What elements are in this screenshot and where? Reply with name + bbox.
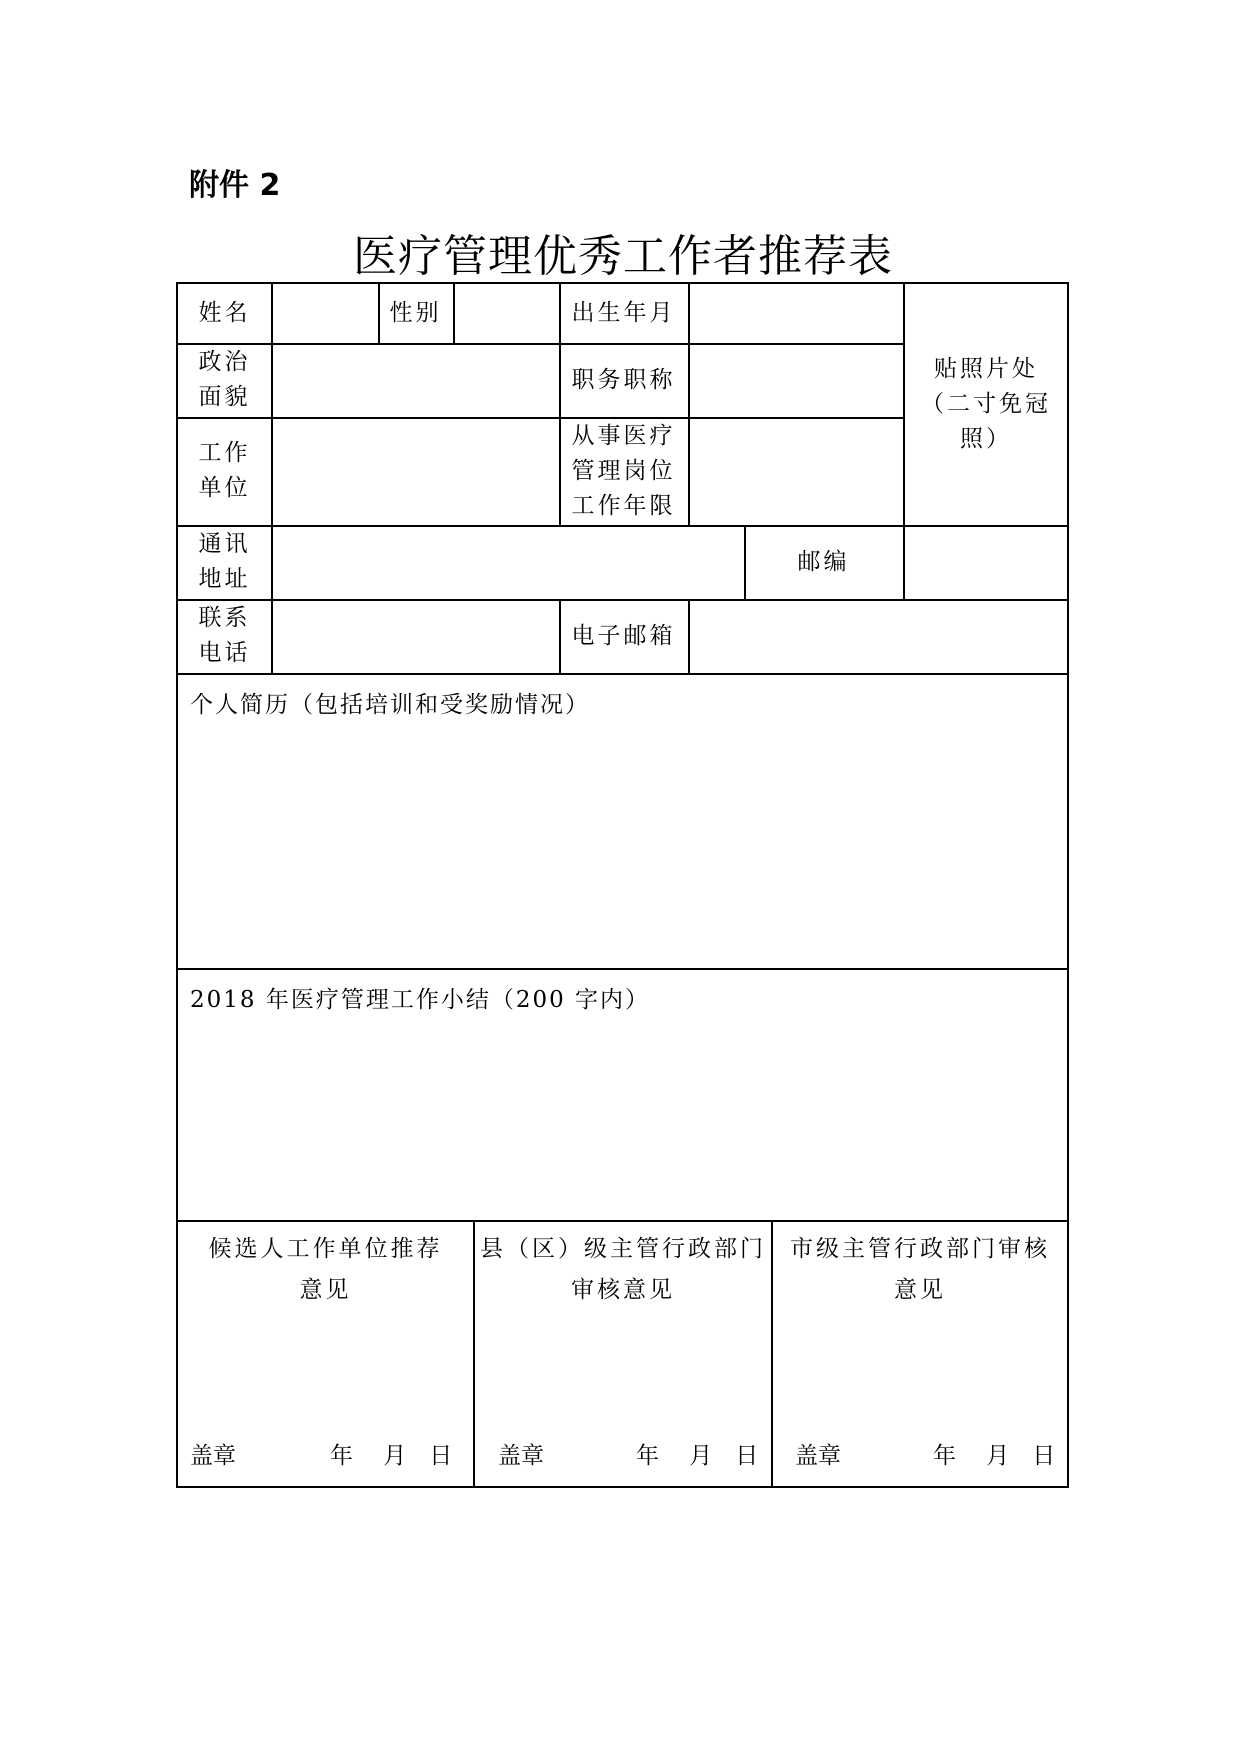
work-unit-label: [178, 417, 271, 525]
address-label-line1: 通讯: [198, 531, 251, 557]
unit-date-label: 年 月 日: [330, 1443, 453, 1469]
county-date-label: 年 月 日: [636, 1443, 759, 1469]
phone-field[interactable]: [273, 601, 558, 672]
address-field[interactable]: [273, 527, 743, 598]
work-unit-label-line1: 工作: [198, 440, 251, 466]
photo-label-line1: 贴照片处: [934, 356, 1038, 382]
address-label-line2: 地址: [198, 566, 251, 592]
city-opinion-line2: 意见: [894, 1277, 946, 1303]
name-field[interactable]: [273, 286, 377, 342]
postcode-label: 邮编: [797, 548, 850, 575]
city-date-label: 年 月 日: [933, 1443, 1056, 1469]
county-opinion-line1: 县（区）级主管行政部门: [480, 1236, 766, 1262]
photo-area[interactable]: [905, 284, 1067, 525]
form-title: 医疗管理优秀工作者推荐表: [353, 231, 893, 282]
phone-label-line2: 电话: [198, 640, 251, 666]
county-opinion-header: [475, 1232, 771, 1322]
email-field[interactable]: [690, 601, 1067, 672]
gender-field[interactable]: [455, 286, 558, 342]
photo-label-line3: 照）: [960, 426, 1012, 452]
city-stamp-label: 盖章: [795, 1443, 841, 1469]
city-opinion-header: [773, 1232, 1067, 1322]
unit-opinion-line1: 候选人工作单位推荐: [208, 1236, 443, 1262]
politics-label-line1: 政治: [198, 349, 251, 375]
years-label-line2: 管理岗位: [571, 457, 676, 484]
recommendation-form: [176, 282, 1069, 1488]
unit-stamp-label: 盖章: [190, 1443, 236, 1469]
county-stamp-label: 盖章: [498, 1443, 544, 1469]
years-label: [559, 417, 688, 525]
unit-opinion-line2: 意见: [299, 1277, 352, 1303]
county-opinion-line2: 审核意见: [571, 1277, 675, 1303]
gender-label: 性别: [389, 300, 442, 326]
address-label: [178, 525, 271, 599]
politics-label-line2: 面貌: [198, 384, 251, 410]
grid-line: [178, 673, 1067, 675]
years-field[interactable]: [690, 419, 902, 524]
phone-label-line1: 联系: [198, 605, 251, 631]
resume-section-label: 个人简历（包括培训和受奖励情况）: [190, 692, 590, 718]
county-opinion-field[interactable]: [477, 1324, 769, 1414]
birth-field[interactable]: [690, 286, 902, 342]
years-label-line1: 从事医疗: [571, 422, 676, 449]
name-label: 姓名: [198, 300, 251, 326]
unit-opinion-header: [178, 1232, 473, 1322]
position-label: 职务职称: [571, 366, 676, 393]
phone-label: [178, 599, 271, 673]
attachment-label: 附件 2: [189, 168, 281, 203]
photo-label-line2: （二寸免冠: [921, 391, 1051, 417]
birth-label: 出生年月: [571, 300, 676, 326]
city-opinion-field[interactable]: [775, 1324, 1065, 1414]
summary-section-label: 2018 年医疗管理工作小结（200 字内）: [190, 987, 651, 1013]
unit-opinion-field[interactable]: [180, 1324, 472, 1414]
work-unit-label-line2: 单位: [198, 475, 251, 501]
city-opinion-line1: 市级主管行政部门审核: [790, 1236, 1050, 1262]
politics-label: [178, 343, 271, 417]
politics-field[interactable]: [273, 345, 558, 416]
grid-line: [178, 968, 1067, 970]
position-field[interactable]: [690, 345, 902, 416]
summary-field[interactable]: [180, 1019, 1065, 1218]
years-label-line3: 工作年限: [571, 492, 676, 519]
postcode-field[interactable]: [905, 527, 1067, 598]
work-unit-field[interactable]: [273, 419, 558, 524]
grid-line: [178, 1220, 1067, 1222]
email-label: 电子邮箱: [571, 622, 676, 649]
resume-field[interactable]: [180, 724, 1065, 966]
